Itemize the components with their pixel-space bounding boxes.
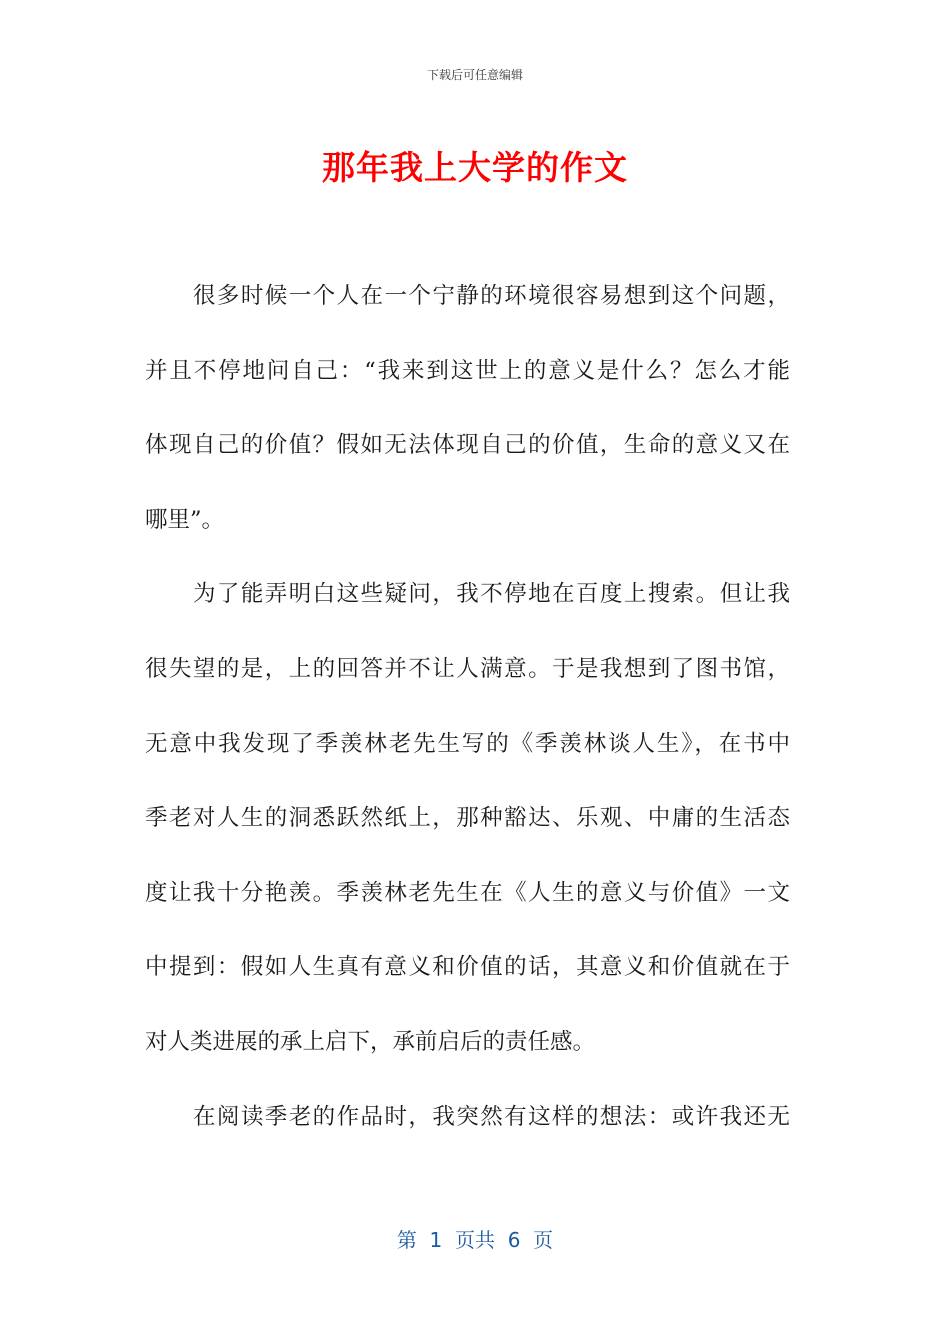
paragraph-line: 无意中我发现了季羡林老先生写的《季羡林谈人生》，在书中 (145, 730, 790, 757)
paragraph-line: 为了能弄明白这些疑问，我不停地在百度上搜索。但让我 (193, 581, 790, 608)
header-note: 下载后可任意编辑 (426, 68, 523, 82)
paragraph-line: 度让我十分艳羡。季羡林老先生在《人生的意义与价值》一文 (145, 879, 790, 906)
paragraph-line: 对人类进展的承上启下，承前启后的责任感。 (145, 1028, 596, 1055)
paragraph-line: 季老对人生的洞悉跃然纸上，那种豁达、乐观、中庸的生活态 (145, 805, 790, 832)
body-text (145, 276, 790, 1171)
paragraph-line: 并且不停地问自己：“我来到这世上的意义是什么？怎么才能 (145, 357, 790, 384)
paragraph-line: 中提到：假如人生真有意义和价值的话，其意义和价值就在于 (145, 954, 790, 981)
paragraph-line: 哪里”。 (145, 506, 225, 533)
page-footer: 第 1 页共 6 页 (396, 1228, 554, 1252)
paragraph-line: 在阅读季老的作品时，我突然有这样的想法：或许我还无 (193, 1103, 790, 1130)
paragraph-line: 很失望的是，上的回答并不让人满意。于是我想到了图书馆， (145, 655, 790, 682)
document-title: 那年我上大学的作文 (322, 148, 628, 187)
paragraph-line: 体现自己的价值？假如无法体现自己的价值，生命的意义又在 (145, 432, 790, 459)
paragraph-line: 很多时候一个人在一个宁静的环境很容易想到这个问题， (193, 283, 790, 309)
